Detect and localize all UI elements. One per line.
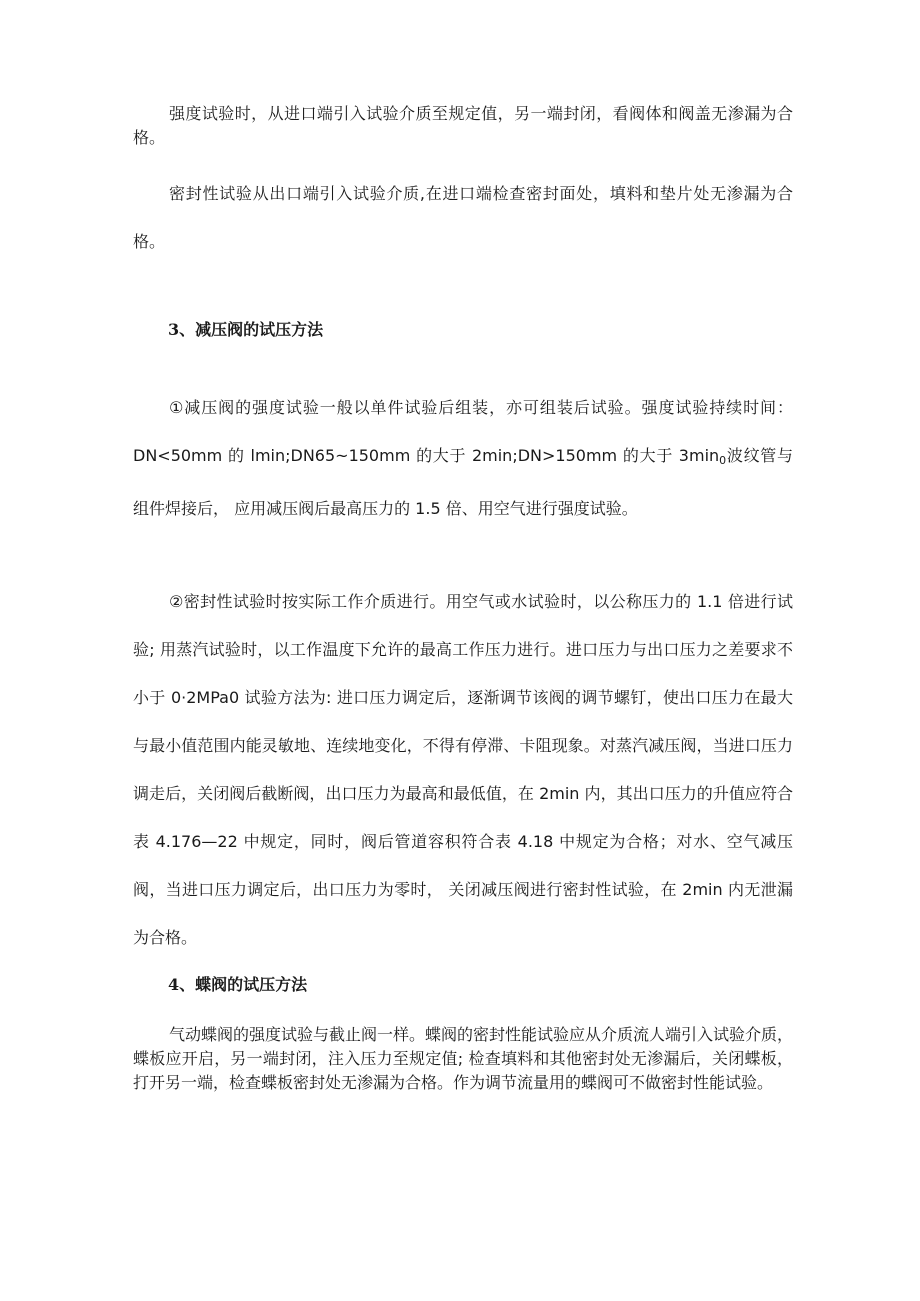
subscript-text: 0 xyxy=(719,454,727,467)
paragraph-butterfly-valve: 气动蝶阀的强度试验与截止阀一样。蝶阀的密封性能试验应从介质流人端引入试验介质，蝶板应开启，另一端封闭，注入压力至规定值; 检查填料和其他密封处无渗漏后，关闭蝶板，打开另一端，检查蝶板密封处无渗漏为合格。作为调节流量用的蝶阀可不做密封性能试验。 xyxy=(133,1025,794,1092)
paragraph-text: ①减压阀的强度试验一般以单件试验后组装，亦可组装后试验。强度试验持续时间：DN<50mm 的 lmin;DN65~150mm 的大于 2min;DN>150mm 的大于 3min xyxy=(133,398,793,465)
paragraph-seal-test: 密封性试验从出口端引入试验介质,在进口端检查密封面处，填料和垫片处无渗漏为合格。 xyxy=(133,184,793,251)
paragraph-text: 波纹管与组件焊接后， 应用减压阀后最高压力的 1.5 倍、用空气进行强度试验。 xyxy=(133,446,793,518)
paragraph-reducing-valve-strength xyxy=(133,384,793,533)
paragraph-strength-test: 强度试验时，从进口端引入试验介质至规定值，另一端封闭，看阀体和阀盖无渗漏为合格。 xyxy=(133,104,793,147)
section-heading-butterfly-valve: 4、蝶阀的试压方法 xyxy=(168,975,308,994)
paragraph-reducing-valve-seal: ②密封性试验时按实际工作介质进行。用空气或水试验时，以公称压力的 1.1 倍进行试验; 用蒸汽试验时，以工作温度下允许的最高工作压力进行。进口压力与出口压力之差要求不小于 0·2MPa0 试验方法为: 进口压力调定后，逐渐调节该阀的调节螺钉，使出口压力在最大与最小值范围内能灵敏地、连续地变化，不得有停滞、卡阻现象。对蒸汽减压阀，当进口压力调走后，关闭阀后截断阀，出口压力为最高和最低值，在 2min 内，其出口压力的升值应符合表 4.176—22 中规定，同时，阀后管道容积符合表 4.18 中规定为合格；对水、空气减压阀，当进口压力调定后，出口压力为零时， 关闭减压阀进行密封性试验，在 2min 内无泄漏为合格。 xyxy=(133,592,793,947)
section-heading-pressure-reducing-valve: 3、减压阀的试压方法 xyxy=(168,320,324,339)
